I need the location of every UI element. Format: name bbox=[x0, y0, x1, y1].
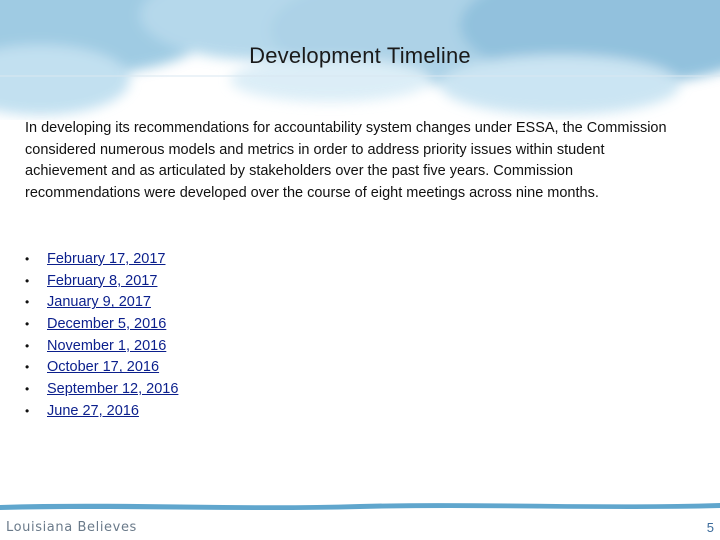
meeting-link[interactable]: January 9, 2017 bbox=[47, 294, 151, 311]
bullet-icon: • bbox=[25, 295, 30, 310]
bullet-icon: • bbox=[25, 360, 30, 375]
list-item bbox=[25, 314, 178, 336]
watercolor-header-band bbox=[0, 0, 720, 120]
bullet-icon: • bbox=[25, 382, 30, 397]
list-item bbox=[25, 292, 178, 314]
meeting-link[interactable]: November 1, 2016 bbox=[47, 337, 167, 354]
bullet-icon: • bbox=[25, 403, 30, 418]
list-item bbox=[25, 336, 178, 358]
intro-paragraph: In developing its recommendations for accountability system changes under ESSA, the Commission considered numerous models and metrics in order to address priority issues within student achievement and as articulated by stakeholders over the past five years. Commission recommendations were developed over the course of eight meetings across nine months. bbox=[25, 120, 667, 202]
bullet-icon: • bbox=[25, 252, 30, 266]
footer-brand-logo: Louisiana Believes bbox=[6, 520, 137, 535]
list-item bbox=[25, 379, 178, 401]
meeting-link[interactable]: October 17, 2016 bbox=[47, 359, 160, 376]
meeting-link[interactable]: February 8, 2017 bbox=[47, 272, 158, 289]
page-number: 5 bbox=[706, 520, 714, 535]
slide-title: Development Timeline bbox=[249, 43, 471, 68]
list-item bbox=[25, 357, 178, 379]
meeting-link[interactable]: February 17, 2017 bbox=[47, 251, 166, 267]
meeting-link[interactable]: September 12, 2016 bbox=[47, 381, 179, 398]
list-item bbox=[25, 401, 178, 423]
meeting-link[interactable]: December 5, 2016 bbox=[47, 316, 167, 333]
list-item bbox=[25, 249, 178, 271]
list-item bbox=[25, 271, 178, 293]
bullet-icon: • bbox=[25, 338, 30, 353]
meeting-dates-list bbox=[25, 249, 178, 423]
bullet-icon: • bbox=[25, 273, 30, 288]
bullet-icon: • bbox=[25, 317, 30, 332]
footer-brush-rule bbox=[0, 498, 720, 512]
meeting-link[interactable]: June 27, 2016 bbox=[47, 402, 139, 419]
